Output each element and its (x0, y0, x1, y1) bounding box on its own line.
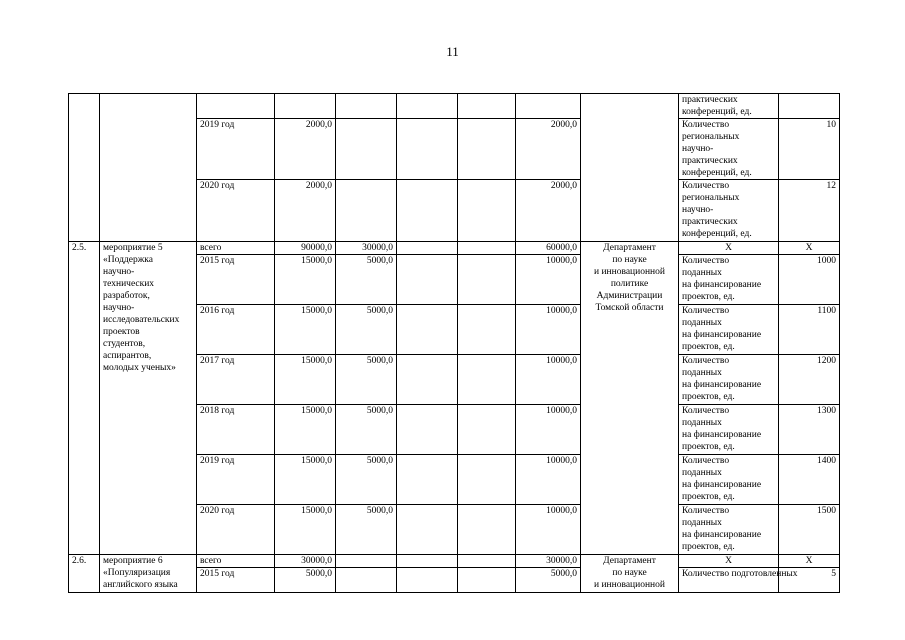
funding-cell (458, 455, 516, 505)
indicator-cell: Количество поданных на финансирование проектов, ед. (679, 405, 779, 455)
indicator-cell: Количество поданных на финансирование проектов, ед. (679, 305, 779, 355)
funding-cell (397, 255, 458, 305)
item-name-cell: мероприятие 5 «Поддержка научно- технических разработок, научно- исследовательских проектов студентов, аспирантов, молодых ученых» (100, 242, 197, 555)
target-value-cell: 1400 (779, 455, 840, 505)
funding-cell (397, 94, 458, 119)
total-cell: 30000,0 (275, 555, 336, 568)
funding-cell (458, 94, 516, 119)
target-value-cell: 5 (779, 568, 840, 593)
target-value-cell: 1300 (779, 405, 840, 455)
responsible-cell (581, 94, 679, 242)
funding-cell (458, 255, 516, 305)
funding-cell (397, 355, 458, 405)
target-value-cell: Х (779, 242, 840, 255)
funding-cell (397, 119, 458, 180)
total-cell (275, 94, 336, 119)
indicator-cell: Количество поданных на финансирование проектов, ед. (679, 255, 779, 305)
target-value-cell: 1200 (779, 355, 840, 405)
indicator-cell: Х (679, 242, 779, 255)
indicator-cell: Количество региональных научно- практических конференций, ед. (679, 180, 779, 242)
regional-cell: 10000,0 (516, 455, 581, 505)
federal-cell: 5000,0 (336, 505, 397, 555)
funding-cell (397, 405, 458, 455)
regional-cell: 10000,0 (516, 505, 581, 555)
regional-cell: 10000,0 (516, 255, 581, 305)
period-cell: 2020 год (197, 180, 275, 242)
regional-cell: 10000,0 (516, 355, 581, 405)
regional-cell: 5000,0 (516, 568, 581, 593)
indicator-cell: Количество поданных на финансирование проектов, ед. (679, 455, 779, 505)
funding-cell (458, 355, 516, 405)
target-value-cell: 1000 (779, 255, 840, 305)
total-cell: 15000,0 (275, 405, 336, 455)
item-index-cell (69, 94, 100, 242)
period-cell: 2016 год (197, 305, 275, 355)
federal-cell: 5000,0 (336, 405, 397, 455)
table-row (69, 242, 840, 255)
regional-cell: 2000,0 (516, 180, 581, 242)
program-table (68, 93, 840, 593)
item-index-cell: 2.5. (69, 242, 100, 555)
period-cell: всего (197, 242, 275, 255)
federal-cell (336, 180, 397, 242)
funding-cell (397, 555, 458, 568)
page-number: 11 (446, 44, 459, 59)
federal-cell (336, 555, 397, 568)
funding-cell (397, 455, 458, 505)
total-cell: 90000,0 (275, 242, 336, 255)
indicator-cell: Количество региональных научно- практических конференций, ед. (679, 119, 779, 180)
period-cell: 2019 год (197, 455, 275, 505)
total-cell: 15000,0 (275, 505, 336, 555)
indicator-cell: практических конференций, ед. (679, 94, 779, 119)
federal-cell (336, 94, 397, 119)
regional-cell (516, 94, 581, 119)
target-value-cell: 10 (779, 119, 840, 180)
period-cell: 2015 год (197, 568, 275, 593)
regional-cell: 10000,0 (516, 405, 581, 455)
funding-cell (397, 568, 458, 593)
indicator-cell: Количество поданных на финансирование проектов, ед. (679, 355, 779, 405)
regional-cell: 60000,0 (516, 242, 581, 255)
funding-cell (458, 242, 516, 255)
indicator-cell: Количество поданных на финансирование проектов, ед. (679, 505, 779, 555)
period-cell (197, 94, 275, 119)
target-value-cell: 1100 (779, 305, 840, 355)
total-cell: 15000,0 (275, 355, 336, 405)
total-cell: 2000,0 (275, 180, 336, 242)
period-cell: всего (197, 555, 275, 568)
period-cell: 2018 год (197, 405, 275, 455)
funding-cell (458, 505, 516, 555)
target-value-cell: 1500 (779, 505, 840, 555)
period-cell: 2015 год (197, 255, 275, 305)
funding-cell (458, 180, 516, 242)
total-cell: 15000,0 (275, 455, 336, 505)
regional-cell: 10000,0 (516, 305, 581, 355)
period-cell: 2020 год (197, 505, 275, 555)
regional-cell: 30000,0 (516, 555, 581, 568)
federal-cell: 30000,0 (336, 242, 397, 255)
item-index-cell: 2.6. (69, 555, 100, 593)
funding-cell (397, 305, 458, 355)
funding-cell (458, 555, 516, 568)
federal-cell (336, 119, 397, 180)
target-value-cell: Х (779, 555, 840, 568)
indicator-cell: Х (679, 555, 779, 568)
period-cell: 2017 год (197, 355, 275, 405)
item-name-cell (100, 94, 197, 242)
federal-cell: 5000,0 (336, 355, 397, 405)
regional-cell: 2000,0 (516, 119, 581, 180)
responsible-cell: Департамент по науке и инновационной политике Администрации Томской области (581, 242, 679, 555)
federal-cell (336, 568, 397, 593)
target-value-cell: 12 (779, 180, 840, 242)
total-cell: 15000,0 (275, 255, 336, 305)
indicator-cell: Количество подготовленных (679, 568, 779, 593)
federal-cell: 5000,0 (336, 255, 397, 305)
federal-cell: 5000,0 (336, 305, 397, 355)
item-name-cell: мероприятие 6 «Популяризация английского языка (100, 555, 197, 593)
funding-cell (397, 242, 458, 255)
table-row (69, 94, 840, 119)
funding-cell (397, 505, 458, 555)
responsible-cell: Департамент по науке и инновационной (581, 555, 679, 593)
total-cell: 5000,0 (275, 568, 336, 593)
funding-cell (397, 180, 458, 242)
federal-cell: 5000,0 (336, 455, 397, 505)
table-row (69, 555, 840, 568)
total-cell: 2000,0 (275, 119, 336, 180)
funding-cell (458, 568, 516, 593)
period-cell: 2019 год (197, 119, 275, 180)
total-cell: 15000,0 (275, 305, 336, 355)
funding-cell (458, 405, 516, 455)
target-value-cell (779, 94, 840, 119)
funding-cell (458, 119, 516, 180)
funding-cell (458, 305, 516, 355)
